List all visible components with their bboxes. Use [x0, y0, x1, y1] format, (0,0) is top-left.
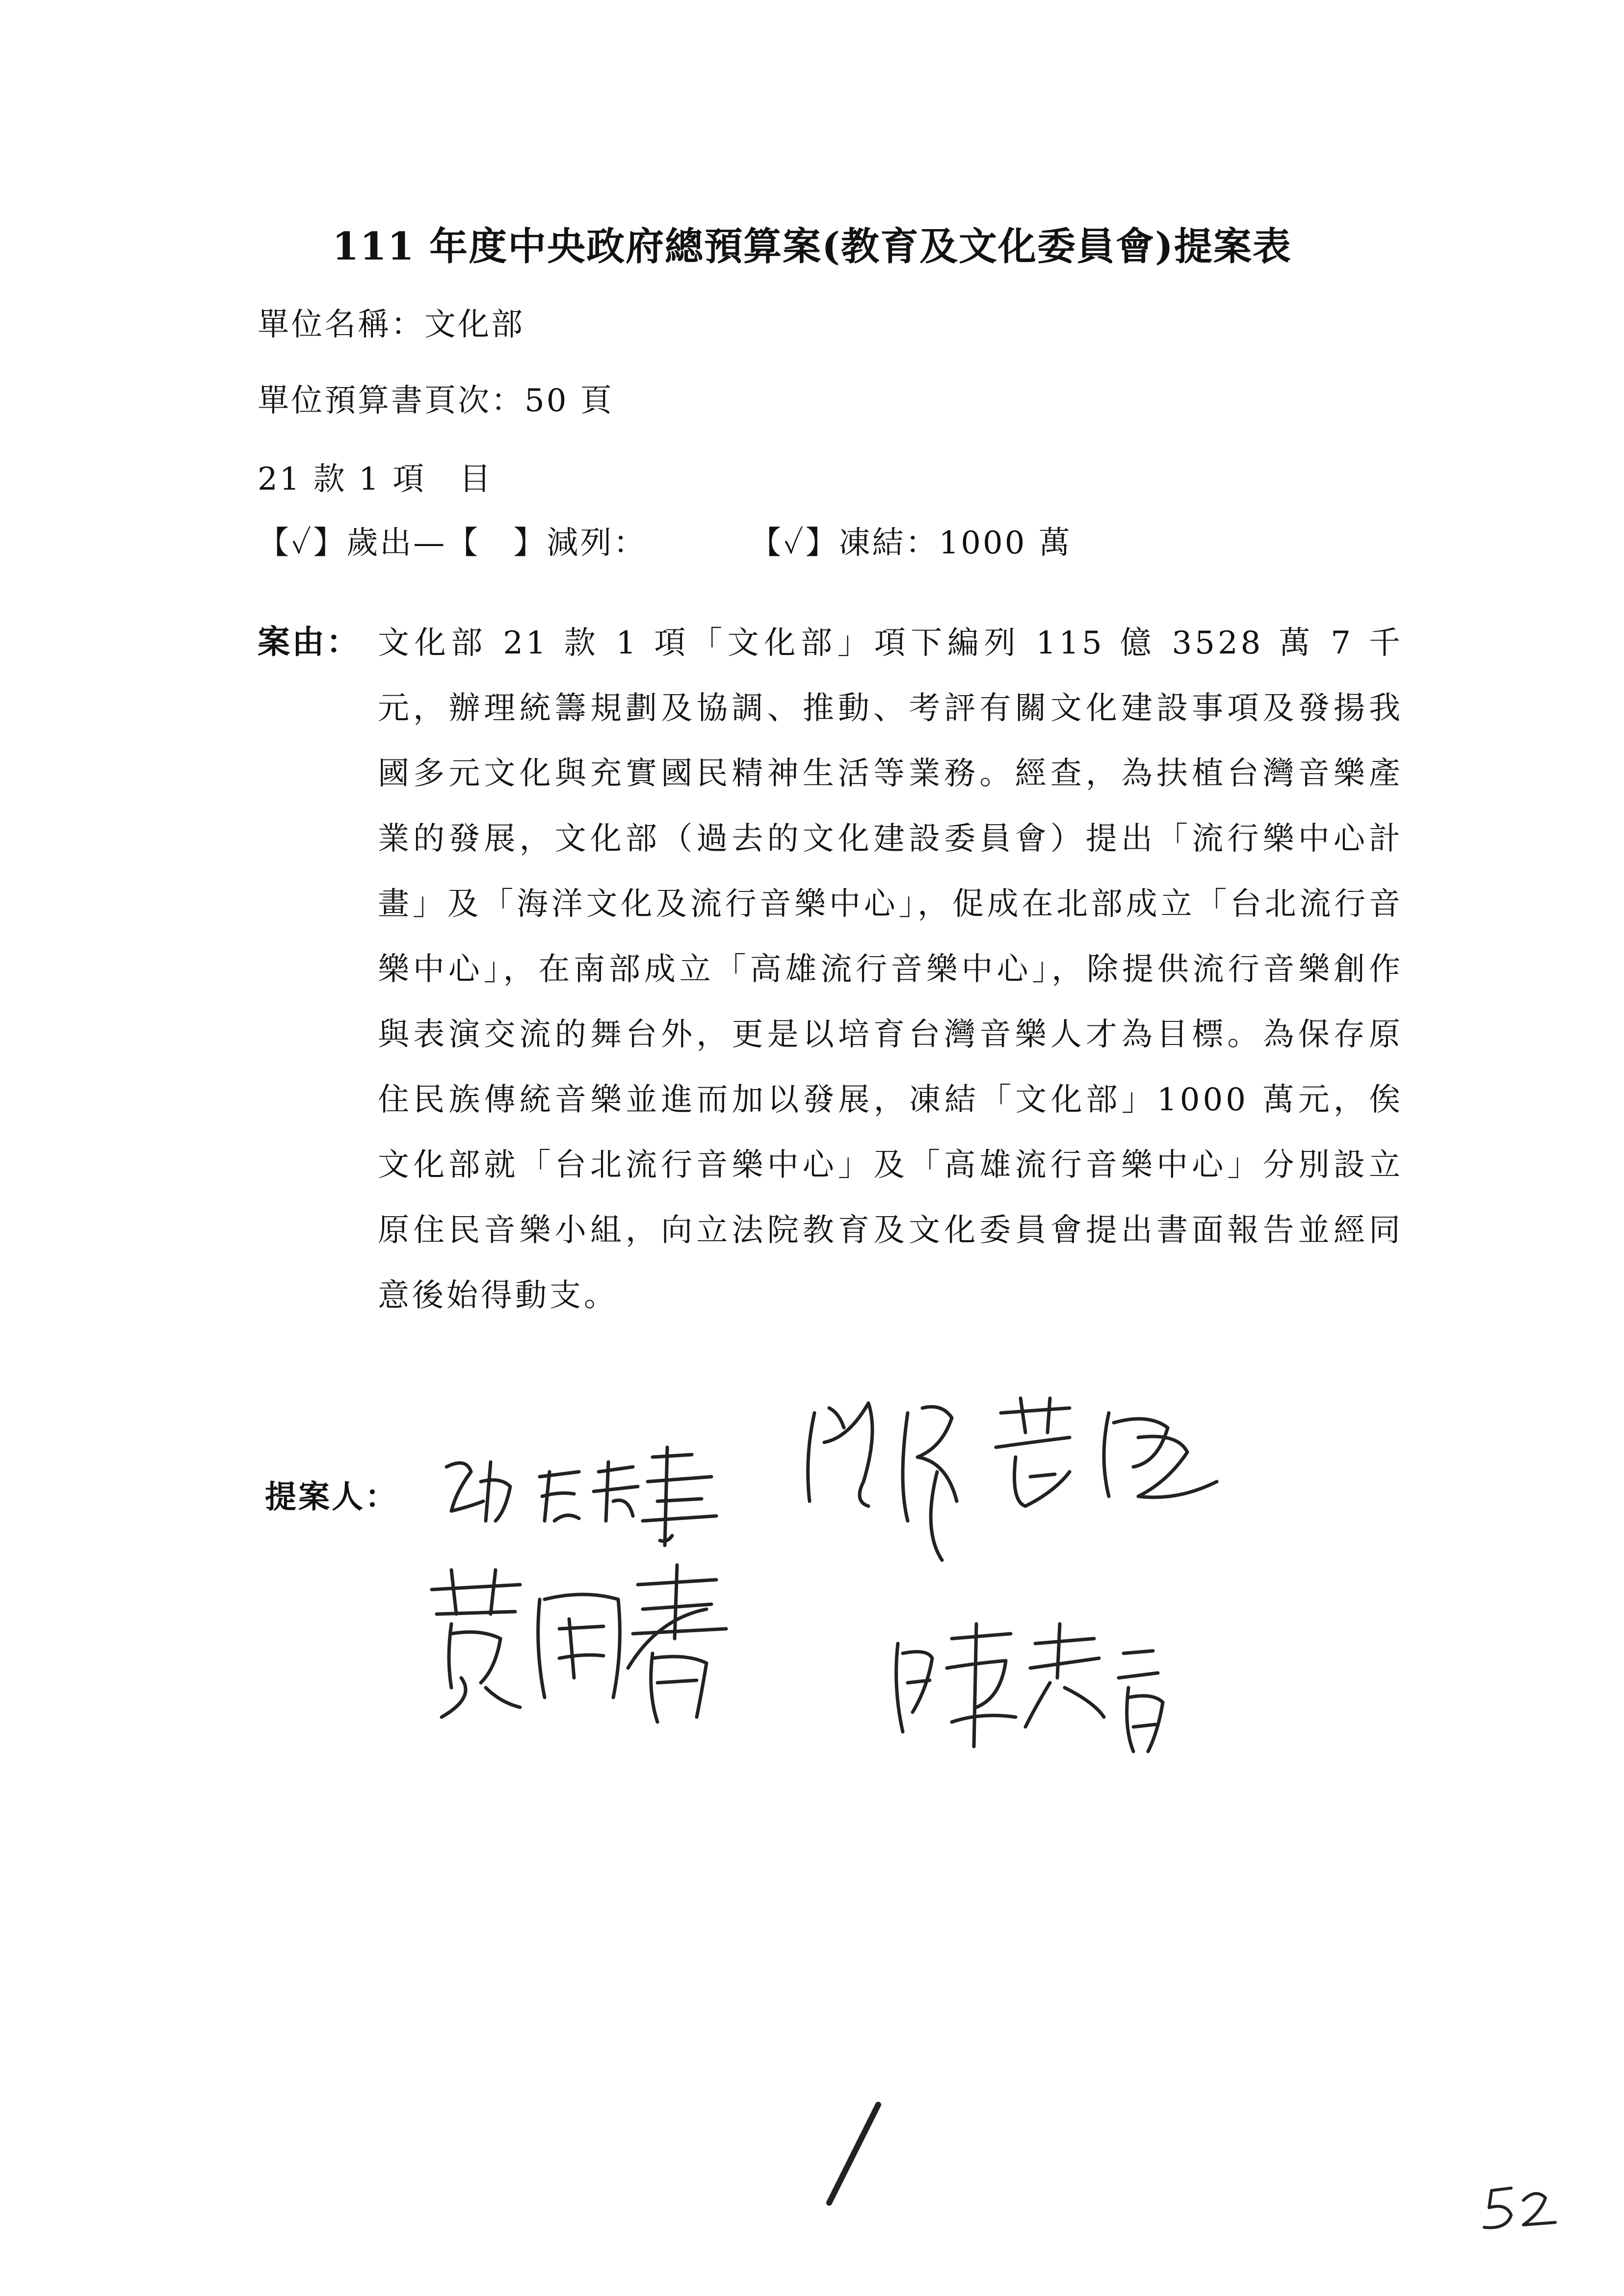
expenditure-reduction-checkbox: 【✓】歲出—【 】減列： [258, 525, 647, 561]
signature-3 [422, 1560, 775, 1729]
handwritten-signature-icon [437, 1437, 741, 1550]
signature-1 [437, 1437, 741, 1552]
pen-stroke-icon [814, 2095, 893, 2213]
handwritten-signature-icon [795, 1383, 1256, 1570]
reason-label: 案由： [258, 623, 361, 661]
signature-4 [888, 1614, 1163, 1763]
handwritten-number-icon [1477, 2178, 1565, 2237]
handwritten-mark [814, 2095, 893, 2215]
signature-2 [795, 1383, 1256, 1572]
freeze-checkbox: 【✓】凍結：1000 萬 [750, 525, 1072, 561]
handwritten-signature-icon [888, 1614, 1163, 1761]
handwritten-signature-icon [422, 1560, 775, 1727]
checkbox-line [258, 518, 1072, 563]
document-title: 111 年度中央政府總預算案(教育及文化委員會)提案表 [332, 224, 1292, 269]
reason-text [378, 611, 1403, 1329]
reason-paragraph: 文化部 21 款 1 項「文化部」項下編列 115 億 3528 萬 7 千元，辦理統籌規劃及協調、推動、考評有關文化建設事項及發揚我國多元文化與充實國民精神生活等業務。經查，為扶植台灣音樂產業的發展，文化部（過去的文化建設委員會）提出「流行樂中心計畫」及「海洋文化及流行音樂中心」，促成在北部成立「台北流行音樂中心」，在南部成立「高雄流行音樂中心」，除提供流行音樂創作與表演交流的舞台外，更是以培育台灣音樂人才為目標。為保存原住民族傳統音樂並進而加以發展，凍結「文化部」1000 萬元，俟文化部就「台北流行音樂中心」及「高雄流行音樂中心」分別設立原住民音樂小組，向立法院教育及文化委員會提出書面報告並經同意後始得動支。 [378, 625, 1403, 1314]
proposer-label: 提案人： [265, 1479, 398, 1515]
budget-page-line: 單位預算書頁次：50 頁 [258, 383, 614, 419]
unit-name-line: 單位名稱：文化部 [258, 307, 524, 343]
handwritten-page-number [1477, 2178, 1565, 2239]
budget-item-line: 21 款 1 項 目 [258, 461, 493, 497]
